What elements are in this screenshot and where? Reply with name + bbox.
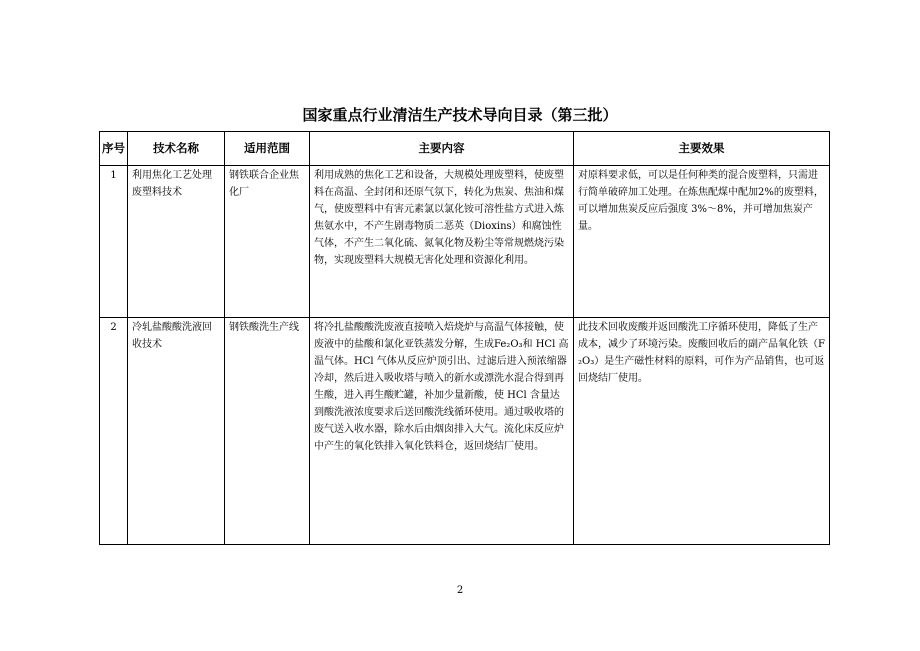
header-effect: 主要效果: [574, 132, 830, 166]
table-header-row: [100, 132, 830, 166]
row-scope: 钢铁酸洗生产线: [225, 318, 310, 545]
row-no: 2: [100, 318, 128, 545]
row-scope: 钢铁联合企业焦化厂: [225, 166, 310, 318]
header-scope: 适用范围: [225, 132, 310, 166]
row-effect: 对原料要求低，可以是任何种类的混合废塑料，只需进行简单破碎加工处理。在炼焦配煤中配加2%的废塑料，可以增加焦炭反应后强度 3%～8%，并可增加焦炭产量。: [574, 166, 830, 318]
row-name: 冷轧盐酸酸洗液回收技术: [128, 318, 225, 545]
row-no: 1: [100, 166, 128, 318]
page-number: 2: [456, 585, 464, 596]
row-name: 利用焦化工艺处理废塑料技术: [128, 166, 225, 318]
row-content: 利用成熟的焦化工艺和设备，大规模处理废塑料，使废塑料在高温、全封闭和还原气氛下，转化为焦炭、焦油和煤气，使废塑料中有害元素氯以氯化铵可溶性盐方式进入炼焦氨水中，不产生剧毒物质二恶英（Dioxins）和腐蚀性气体，不产生二氧化硫、氮氧化物及粉尘等常规燃烧污染物，实现废塑料大规模无害化处理和资源化利用。: [310, 166, 574, 318]
table-row: [100, 166, 830, 318]
technology-table: [99, 131, 830, 545]
header-content: 主要内容: [310, 132, 574, 166]
header-name: 技术名称: [128, 132, 225, 166]
row-effect: 此技术回收废酸并返回酸洗工序循环使用，降低了生产成本，减少了环境污染。废酸回收后的副产品氧化铁（F₂O₃）是生产磁性材料的原料，可作为产品销售，也可返回烧结厂使用。: [574, 318, 830, 545]
row-content: 将冷扎盐酸酸洗废液直接喷入焙烧炉与高温气体接触，使废液中的盐酸和氯化亚铁蒸发分解，生成Fe₂O₃和 HCl 高温气体。HCl 气体从反应炉顶引出、过滤后进入预浓缩器冷却，然后进入吸收塔与喷入的新水或漂洗水混合得到再生酸，进入再生酸贮罐，补加少量新酸，使 HCl 含量达到酸洗液浓度要求后送回酸洗线循环使用。通过吸收塔的废气送入收水器，除水后由烟囱排入大气。流化床反应炉中产生的氧化铁排入氧化铁料仓，返回烧结厂使用。: [310, 318, 574, 545]
header-no: 序号: [100, 132, 128, 166]
table-row: [100, 318, 830, 545]
page-title: 国家重点行业清洁生产技术导向目录（第三批）: [302, 106, 618, 124]
